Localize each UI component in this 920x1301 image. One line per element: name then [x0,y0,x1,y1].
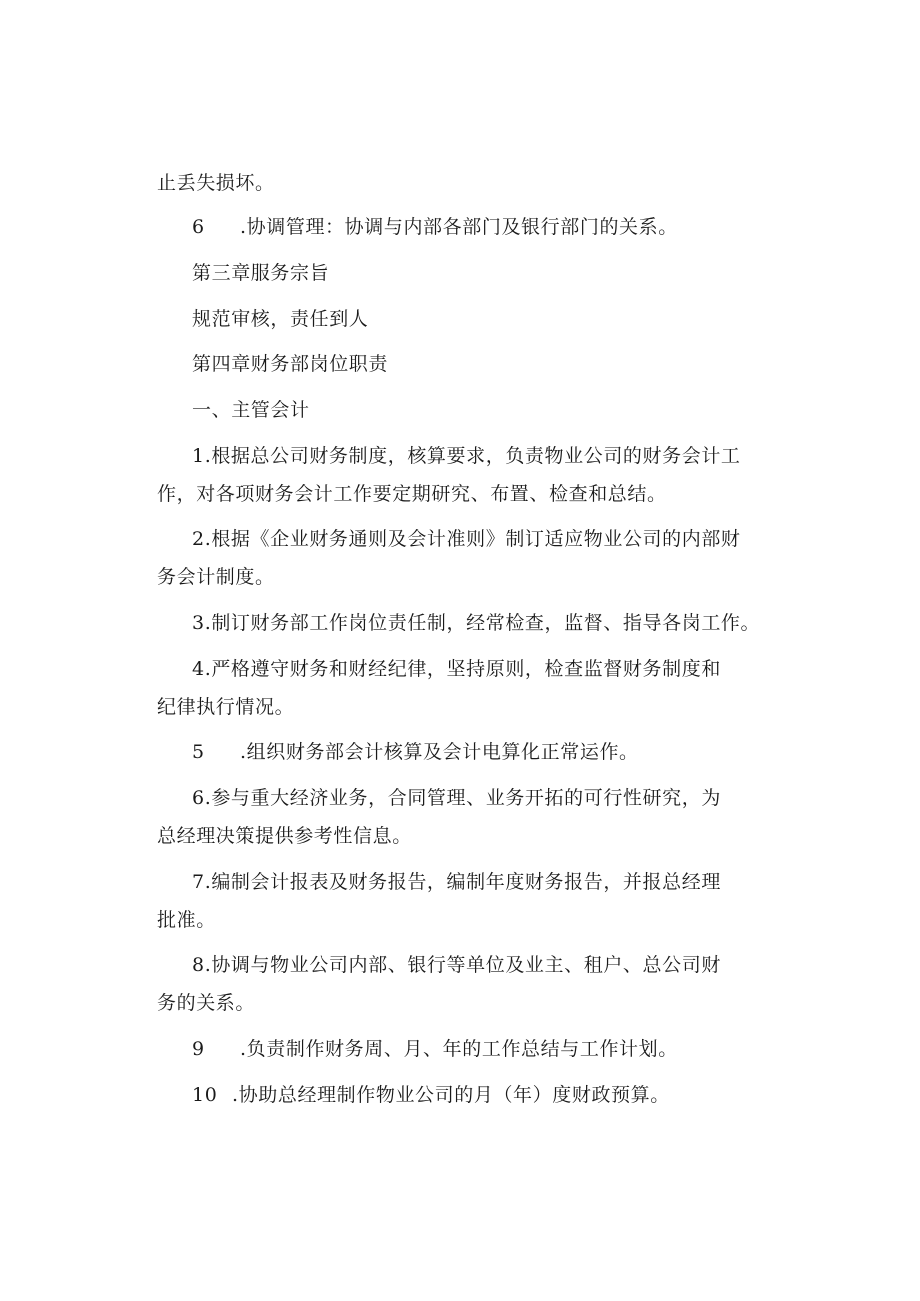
text-line: 务会计制度。 [157,566,275,588]
text-line: 务的关系。 [157,992,256,1014]
item-text: .组织财务部会计核算及会计电算化正常运作。 [240,741,639,763]
chapter-heading: 第四章财务部岗位职责 [192,353,389,375]
text-line: 作，对各项财务会计工作要定期研究、布置、检查和总结。 [157,483,667,505]
item-number: 6 [192,216,205,238]
section-heading: 一、主管会计 [192,399,310,421]
item-number: 9 [192,1038,205,1060]
item-text: .协助总经理制作物业公司的月（年）度财政预算。 [232,1084,670,1106]
text-line: 4.严格遵守财务和财经纪律，坚持原则，检查监督财务制度和 [192,658,721,680]
chapter-heading: 第三章服务宗旨 [192,262,330,284]
text-line: 止丢失损坏。 [157,172,275,194]
item-number: 5 [192,741,205,763]
text-line: 规范审核，责任到人 [192,308,369,330]
text-line: 3.制订财务部工作岗位责任制，经常检查，监督、指导各岗工作。 [192,612,761,634]
text-line: 1.根据总公司财务制度，核算要求，负责物业公司的财务会计工 [192,445,741,467]
text-line: 6.参与重大经济业务，合同管理、业务开拓的可行性研究，为 [192,787,721,809]
numbered-line [192,215,678,239]
text-line: 总经理决策提供参考性信息。 [157,825,412,847]
numbered-line [192,1083,670,1107]
text-line: 批准。 [157,909,216,931]
text-line: 8.协调与物业公司内部、银行等单位及业主、租户、总公司财 [192,954,721,976]
item-text: .负责制作财务周、月、年的工作总结与工作计划。 [240,1038,678,1060]
numbered-line [192,740,639,764]
text-line: 2.根据《企业财务通则及会计准则》制订适应物业公司的内部财 [192,528,741,550]
text-line: 纪律执行情况。 [157,696,295,718]
item-number: 10 [192,1084,218,1106]
item-text: .协调管理：协调与内部各部门及银行部门的关系。 [240,216,678,238]
text-line: 7.编制会计报表及财务报告，编制年度财务报告，并报总经理 [192,871,721,893]
numbered-line [192,1037,678,1061]
